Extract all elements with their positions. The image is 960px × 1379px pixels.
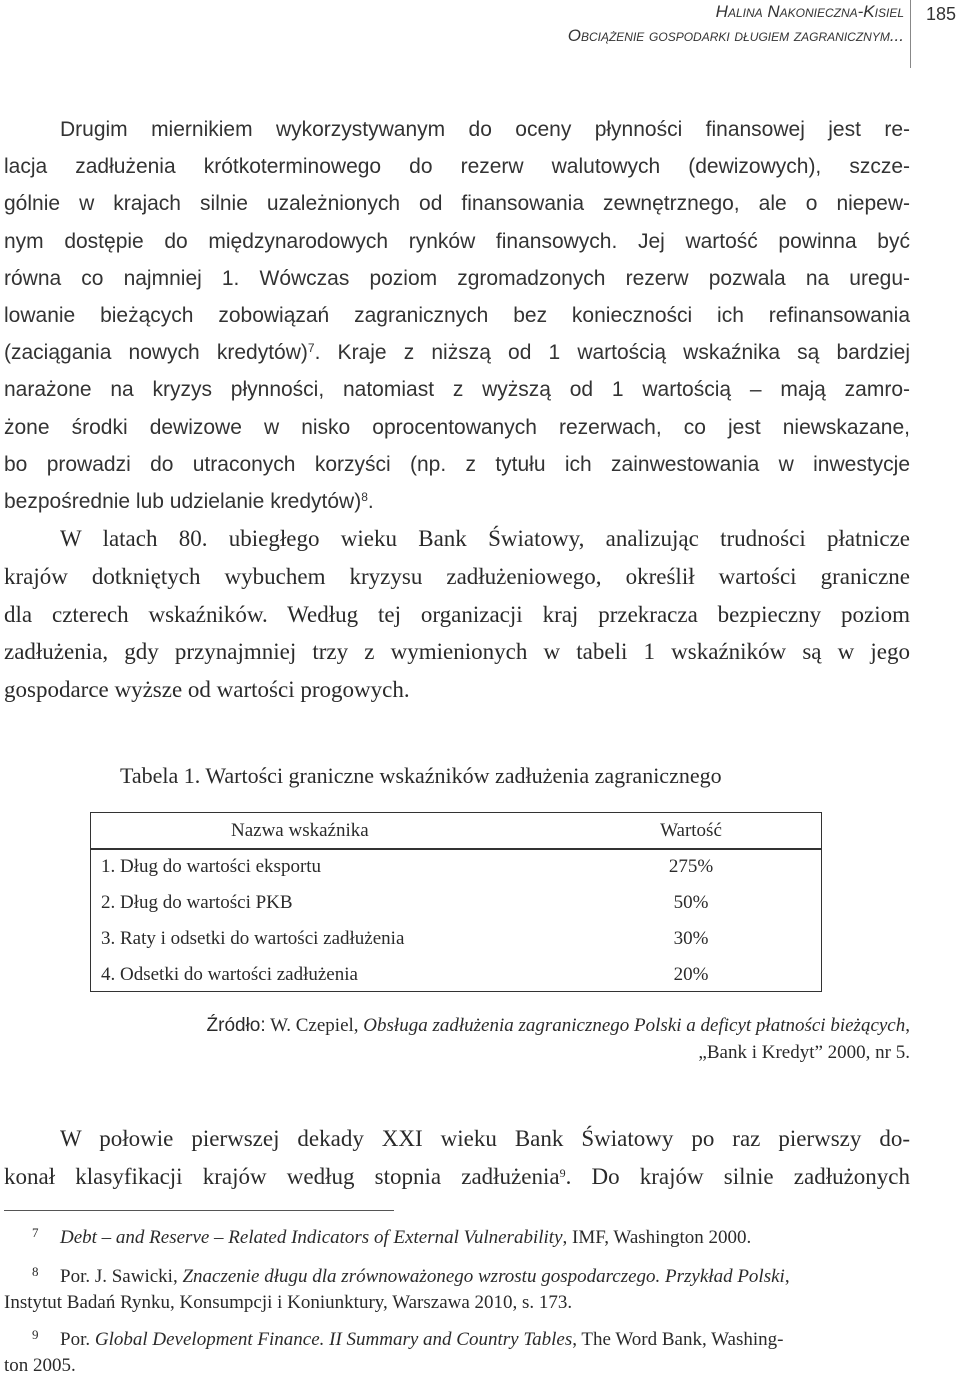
running-header-title: Obciążenie gospodarki długiem zagranicznym...: [567, 26, 904, 45]
footnote-title: Debt – and Reserve – Related Indicators of External Vulnerability: [60, 1227, 563, 1248]
indicator-value: 20%: [673, 964, 709, 985]
source-title: Obsługa zadłużenia zagranicznego Polski a deficyt płatności bieżących: [363, 1015, 906, 1036]
indicator-name: 4. Odsetki do wartości zadłużenia: [101, 964, 358, 985]
indicator-value: 275%: [668, 856, 714, 877]
text-line: Drugim miernikiem wykorzystywanym do oceny płynności finansowej jest re-: [60, 118, 910, 141]
text-fragment: bezpośrednie lub udzielanie kredytów): [4, 490, 362, 514]
text-line: lowanie bieżących zobowiązań zagranicznych bez konieczności ich refinansowania: [4, 304, 910, 328]
footnote-7: 7 Debt – and Reserve – Related Indicators of External Vulnerability, IMF, Washington 2000.: [32, 1225, 752, 1248]
footnote-rest: ,: [784, 1266, 790, 1287]
source-label: Źródło:: [206, 1015, 266, 1036]
table-row: [91, 849, 821, 885]
column-header-value: Wartość: [660, 820, 722, 841]
paragraph-world-bank-80s: [4, 520, 910, 709]
text-line: dla czterech wskaźników. Według tej organizacji kraj przekracza bezpieczny poziom: [4, 601, 910, 627]
text-line: W połowie pierwszej dekady XXI wieku Bank Światowy po raz pierwszy do-: [60, 1126, 910, 1151]
table-row: [91, 957, 821, 993]
footnote-ref-8[interactable]: 8: [361, 490, 368, 505]
footnote-ref-7[interactable]: 7: [307, 341, 315, 356]
footnote-9: 9 Por. Global Development Finance. II Summary and Country Tables, The Word Bank, Washing- ton 2005.: [4, 1327, 910, 1379]
indicator-table: [90, 812, 822, 992]
text-line: W latach 80. ubiegłego wieku Bank Światowy, analizując trudności płatnicze: [60, 526, 910, 551]
text-fragment: . Kraje z niższą od 1 wartością wskaźnika są bardziej: [314, 341, 911, 365]
indicator-name: 1. Dług do wartości eksportu: [101, 856, 322, 877]
text-line: narażone na kryzys płynności, natomiast z wyższą od 1 wartością – mają zamro-: [4, 378, 910, 402]
indicator-name: 2. Dług do wartości PKB: [101, 892, 293, 913]
text-fragment: . Do krajów silnie zadłużonych: [565, 1163, 911, 1189]
text-line: lacja zadłużenia krótkoterminowego do rezerw walutowych (dewizowych), szcze-: [4, 155, 910, 179]
source-author: W. Czepiel,: [265, 1015, 364, 1036]
text-line: gospodarce wyższe od wartości progowych.: [4, 677, 410, 703]
source-line-2: „Bank i Kredyt” 2000, nr 5.: [698, 1042, 910, 1063]
paragraph-world-bank-xxi: [4, 1120, 910, 1196]
text-fragment: (zaciągania nowych kredytów): [4, 341, 308, 365]
text-line: krajów dotkniętych wybuchem kryzysu zadłużeniowego, określił wartości graniczne: [4, 563, 910, 589]
page-number: 185: [926, 4, 957, 24]
text-line: zadłużenia, gdy przynajmniej trzy z wymienionych w tabeli 1 wskaźników są w jego: [4, 639, 910, 665]
paragraph-liquidity-ratio: [4, 111, 910, 520]
text-line: równa co najmniej 1. Wówczas poziom zgromadzonych rezerw pozwala na uregu-: [4, 266, 910, 290]
text-line: nym dostępie do międzynarodowych rynków finansowych. Jej wartość powinna być: [4, 229, 910, 253]
running-header-author: Halina Nakonieczna-Kisiel: [715, 2, 904, 21]
table-source: [207, 1012, 910, 1066]
header-divider: [910, 0, 911, 68]
text-line: bo prowadzi do utraconych korzyści (np. z tytułu ich zainwestowania w inwestycje: [4, 452, 910, 476]
footnote-8: 8 Por. J. Sawicki, Znaczenie długu dla zrównoważonego wzrostu gospodarczego. Przykład Polski, Instytut Badań Rynku, Konsumpcji i Koniunktury, Warszawa 2010, s. 173.: [4, 1264, 910, 1316]
footnote-line-2: ton 2005.: [4, 1355, 76, 1376]
text-line-with-footnote: [4, 483, 910, 520]
indicator-name: 3. Raty i odsetki do wartości zadłużenia: [101, 928, 405, 949]
column-header-indicator: Nazwa wskaźnika: [231, 820, 369, 841]
text-fragment: konał klasyfikacji krajów według stopnia zadłużenia: [4, 1163, 560, 1189]
table-row: [91, 885, 821, 921]
footnote-lead: Por. J. Sawicki,: [60, 1266, 183, 1287]
footnote-rest: , IMF, Washington 2000.: [562, 1227, 752, 1248]
indicator-value: 50%: [673, 892, 709, 913]
text-line: gólnie w krajach silnie uzależnionych od finansowania zewnętrznego, ale o niepew-: [4, 192, 910, 216]
footnote-line-2: Instytut Badań Rynku, Konsumpcji i Koniunktury, Warszawa 2010, s. 173.: [4, 1292, 573, 1313]
table-row: [91, 921, 821, 957]
footnote-title: Global Development Finance. II Summary and Country Tables: [94, 1329, 573, 1350]
text-line: żone środki dewizowe w nisko oprocentowanych rezerwach, co jest niewskazane,: [4, 415, 910, 439]
text-line-with-footnote: [4, 334, 910, 371]
footnote-rest: , The Word Bank, Washing-: [572, 1329, 784, 1350]
text-fragment: .: [367, 490, 374, 514]
footnote-separator: [4, 1210, 394, 1211]
indicator-value: 30%: [673, 928, 709, 949]
source-punct: ,: [905, 1015, 910, 1036]
footnote-lead: Por.: [60, 1329, 95, 1350]
text-line-with-footnote: [4, 1158, 910, 1196]
source-line-1: [207, 1012, 910, 1039]
table-caption: Tabela 1. Wartości graniczne wskaźników zadłużenia zagranicznego: [120, 763, 722, 788]
footnote-title: Znaczenie długu dla zrównoważonego wzrostu gospodarczego. Przykład Polski: [182, 1266, 785, 1287]
table-header-row: [91, 813, 821, 849]
footnote-ref-9[interactable]: 9: [559, 1165, 566, 1180]
